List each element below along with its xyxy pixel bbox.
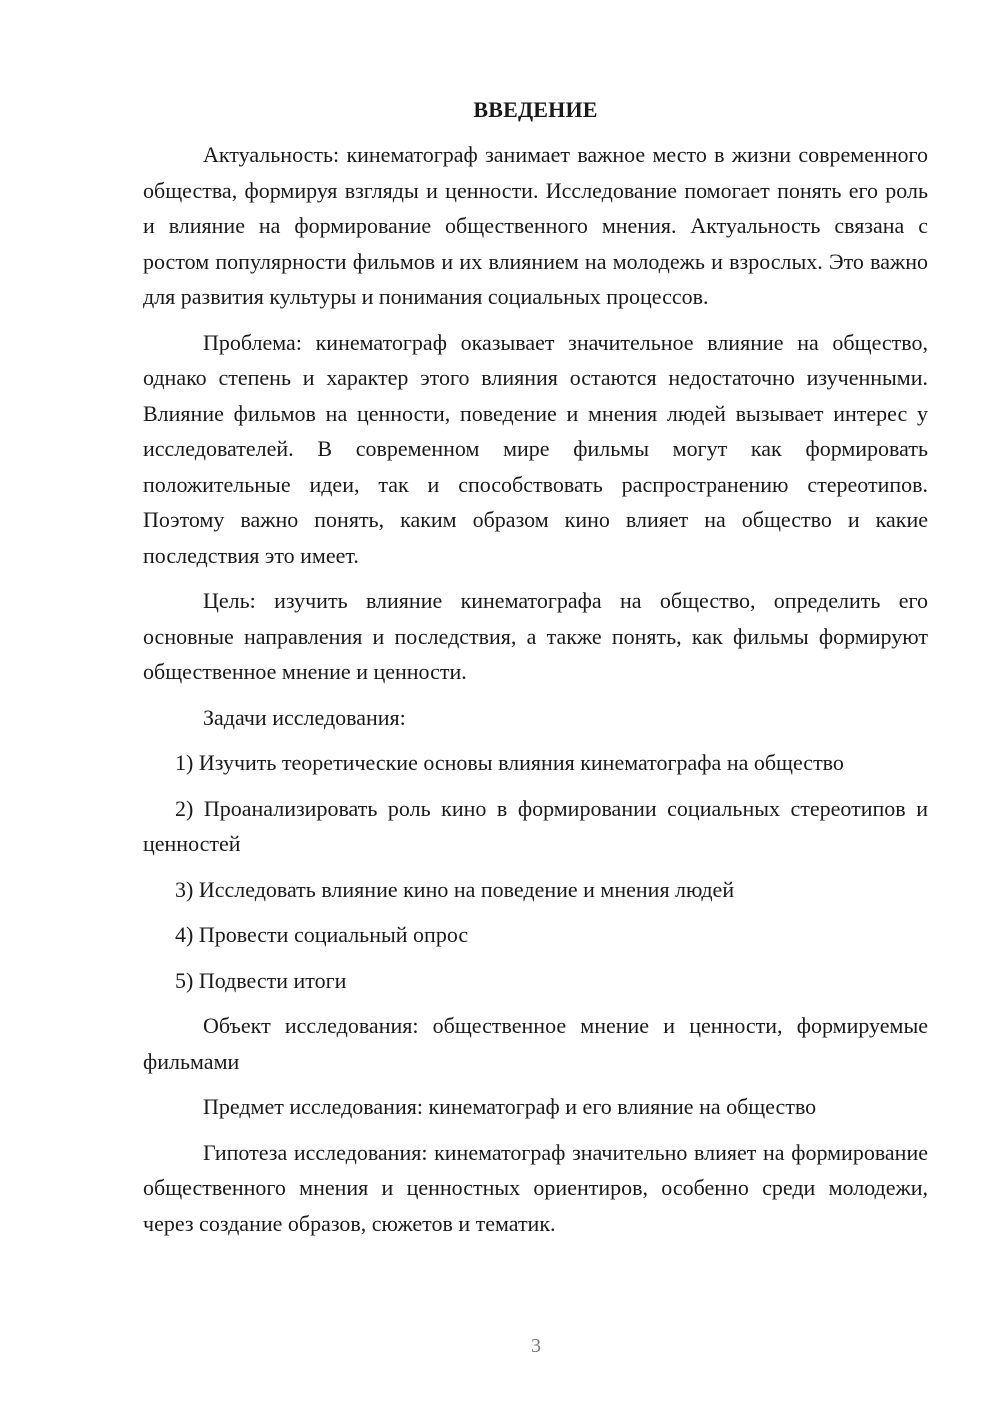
problem-paragraph: Проблема: кинематограф оказывает значительное влияние на общество, однако степень и характер этого влияния остаются недостаточно изученными. Влияние фильмов на ценности, поведение и мнения людей вызывает интерес у исследователей. В современном мире фильмы могут как формировать положительные идеи, так и способствовать распространению стереотипов. Поэтому важно понять, каким образом кино влияет на общество и какие последствия это имеет. [143,329,928,568]
task-item: 4) Провести социальный опрос [175,922,469,947]
task-item: 3) Исследовать влияние кино на поведение и мнения людей [175,876,735,902]
subject-paragraph: Предмет исследования: кинематограф и его влияние на общество [203,1094,817,1119]
relevance-paragraph: Актуальность: кинематограф занимает важное место в жизни современного общества, формируя взгляды и ценности. Исследование помогает понять его роль и влияние на формирование общественного мнения. Актуальность связана с ростом популярности фильмов и их влиянием на молодежь и взрослых. Это важно для развития культуры и понимания социальных процессов. [143,142,928,309]
tasks-heading: Задачи исследования: [203,704,406,730]
hypothesis-paragraph: Гипотеза исследования: кинематограф значительно влияет на формирование общественного мнения и ценностных ориентиров, особенно среди молодежи, через создание образов, сюжетов и тематик. [143,1139,928,1236]
object-paragraph: Объект исследования: общественное мнение и ценности, формируемые фильмами [143,1013,928,1074]
goal-paragraph: Цель: изучить влияние кинематографа на общество, определить его основные направления и последствия, а также понять, как фильмы формируют общественное мнение и ценности. [143,588,928,684]
page-number: 3 [531,1335,541,1357]
section-title: ВВЕДЕНИЕ [473,97,598,122]
page-content [143,95,928,1251]
task-item: 2) Проанализировать роль кино в формировании социальных стереотипов и ценностей [143,795,928,856]
task-item: 5) Подвести итоги [175,967,347,993]
task-item: 1) Изучить теоретические основы влияния кинематографа на общество [175,750,844,775]
